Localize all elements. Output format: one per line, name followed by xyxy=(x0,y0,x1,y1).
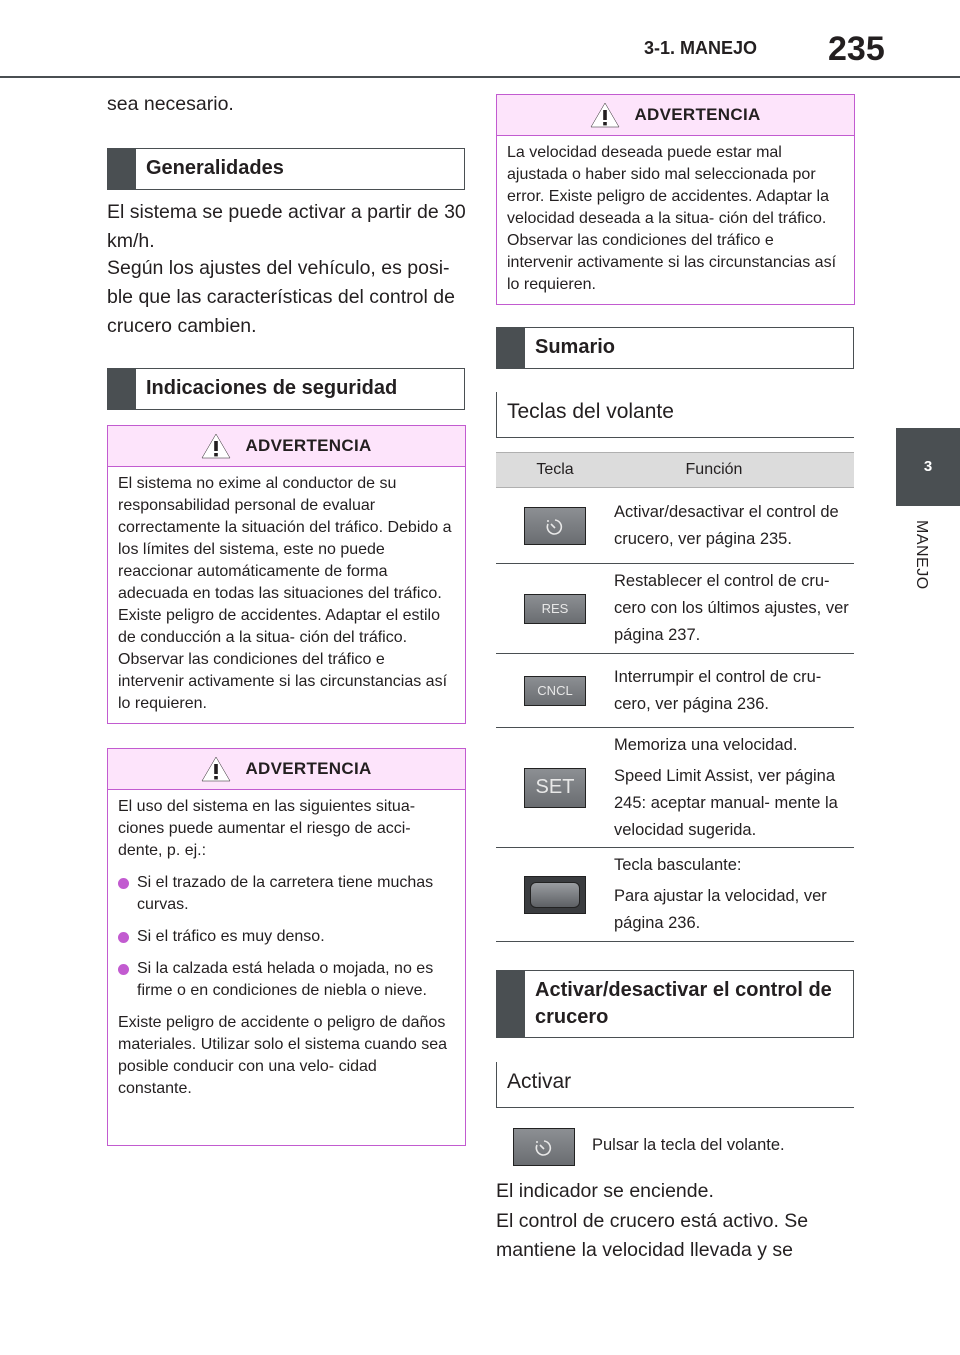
table-header-row xyxy=(496,452,854,488)
section-generalidades xyxy=(107,148,465,190)
function-text: Activar/desactivar el control de crucero, ver página 235. xyxy=(614,502,839,548)
section-seguridad xyxy=(107,368,465,410)
generalidades-paragraph-2: Según los ajustes del vehículo, es posi- ble que las características del control de crucero cambien. xyxy=(107,257,455,337)
warning-header xyxy=(497,95,854,136)
section-activar-desactivar xyxy=(496,970,854,1038)
bullet-item xyxy=(118,926,455,948)
section-title: Indicaciones de seguridad xyxy=(146,377,398,399)
section-bar xyxy=(108,369,136,409)
function-text: Interrumpir el control de cru- cero, ver página 236. xyxy=(614,667,822,713)
section-title: Generalidades xyxy=(146,157,284,179)
warning-text: El sistema no exime al conductor de su responsabilidad personal de evaluar correctamente la situación del tráfico. Debido a los límites del sistema, este no puede reaccionar automáticamente de forma adecuada en todas las situaciones del tráfico. Existe peligro de accidentes. Adaptar el estilo de conducción a la situa- ción del tráfico. Observar las condiciones del tráfico e intervenir activamente si las circunstancias así lo requieren. xyxy=(118,475,452,712)
section-bar xyxy=(497,971,525,1037)
function-text: Tecla basculante: xyxy=(614,856,742,874)
warning-body xyxy=(497,136,854,306)
function-cell xyxy=(614,497,854,555)
warning-intro: El uso del sistema en las siguientes situa- ciones puede aumentar el riesgo de acci- dente, p. ej.: xyxy=(118,798,416,859)
bullet-dot-icon xyxy=(118,878,129,889)
table-row xyxy=(496,848,854,942)
warning-triangle-icon xyxy=(201,433,231,459)
bullet-dot-icon xyxy=(118,964,129,975)
table-row xyxy=(496,728,854,848)
indicator-paragraph: El indicador se enciende. xyxy=(496,1180,714,1202)
active-paragraph: El control de crucero está activo. Se mantiene la velocidad llevada y se xyxy=(496,1210,809,1261)
warning-body xyxy=(108,467,465,725)
bullet-item xyxy=(118,958,455,1002)
set-key-icon: SET xyxy=(524,768,586,808)
key-cell xyxy=(496,876,614,914)
section-bar xyxy=(108,149,136,189)
section-bar xyxy=(497,328,525,368)
table-row xyxy=(496,654,854,728)
bullet-text: Si el tráfico es muy denso. xyxy=(137,928,325,945)
activar-step-text: Pulsar la tecla del volante. xyxy=(592,1136,785,1154)
header-rule xyxy=(0,76,960,78)
function-cell xyxy=(614,566,854,651)
warning-header xyxy=(108,426,465,467)
running-header-section: 3-1. MANEJO xyxy=(644,38,758,58)
warning-label: ADVERTENCIA xyxy=(245,436,372,455)
subheading-activar: Activar xyxy=(496,1062,854,1108)
warning-box-2 xyxy=(107,748,466,1146)
keys-table xyxy=(496,452,854,942)
function-cell xyxy=(614,730,854,846)
intro-text: sea necesario. xyxy=(107,93,234,115)
bullet-text: Si la calzada está helada o mojada, no es firme o en condiciones de niebla o nieve. xyxy=(137,960,434,999)
cruise-control-icon xyxy=(513,1128,575,1166)
function-text: Para ajustar la velocidad, ver página 236. xyxy=(614,887,827,932)
column-header-tecla: Tecla xyxy=(536,461,574,478)
warning-label: ADVERTENCIA xyxy=(634,105,761,124)
bullet-dot-icon xyxy=(118,932,129,943)
key-cell xyxy=(496,507,614,545)
bullet-text: Si el trazado de la carretera tiene muchas curvas. xyxy=(137,874,434,913)
function-cell xyxy=(614,850,854,939)
generalidades-paragraph-1: El sistema se puede activar a partir de 30 km/h. xyxy=(107,201,466,252)
warning-box-1 xyxy=(107,425,466,724)
res-key-icon: RES xyxy=(524,594,586,624)
table-row xyxy=(496,564,854,654)
section-sumario xyxy=(496,327,854,369)
chapter-tab-label: MANEJO xyxy=(913,520,930,590)
key-cell xyxy=(496,676,614,706)
warning-triangle-icon xyxy=(590,102,620,128)
function-text: Speed Limit Assist, ver página 245: aceptar manual- mente la velocidad sugerida. xyxy=(614,766,838,839)
section-title: Activar/desactivar el control de crucero xyxy=(535,979,832,1028)
cruise-control-icon xyxy=(524,507,586,545)
page-number: 235 xyxy=(828,30,885,68)
chapter-tab: 3 xyxy=(896,428,960,506)
bullet-item xyxy=(118,872,455,916)
rocker-key-icon xyxy=(524,876,586,914)
section-title: Sumario xyxy=(535,336,616,358)
cncl-key-icon: CNCL xyxy=(524,676,586,706)
warning-triangle-icon xyxy=(201,756,231,782)
warning-label: ADVERTENCIA xyxy=(245,759,372,778)
warning-header xyxy=(108,749,465,790)
key-cell xyxy=(496,768,614,808)
warning-box-3 xyxy=(496,94,855,305)
function-text: Memoriza una velocidad. xyxy=(614,735,798,754)
warning-text: La velocidad deseada puede estar mal ajustada o haber sido mal seleccionada por error. Existe peligro de accidentes. Adaptar la velocidad deseada a la situa- ción del tráfico. Observar las condiciones del tráfico e intervenir activamente si las circunstancias así lo requieren. xyxy=(507,144,837,293)
table-row xyxy=(496,488,854,564)
function-text: Restablecer el control de cru- cero con los últimos ajustes, ver página 237. xyxy=(614,572,849,644)
column-header-funcion: Función xyxy=(685,461,743,478)
subheading-teclas: Teclas del volante xyxy=(496,392,854,438)
steering-wheel-key xyxy=(513,1128,575,1166)
warning-outro: Existe peligro de accidente o peligro de daños materiales. Utilizar solo el sistema cuando sea posible conducir con una velo- cidad constante. xyxy=(118,1014,448,1097)
warning-body xyxy=(108,790,465,1110)
function-cell xyxy=(614,662,854,720)
key-cell xyxy=(496,594,614,624)
